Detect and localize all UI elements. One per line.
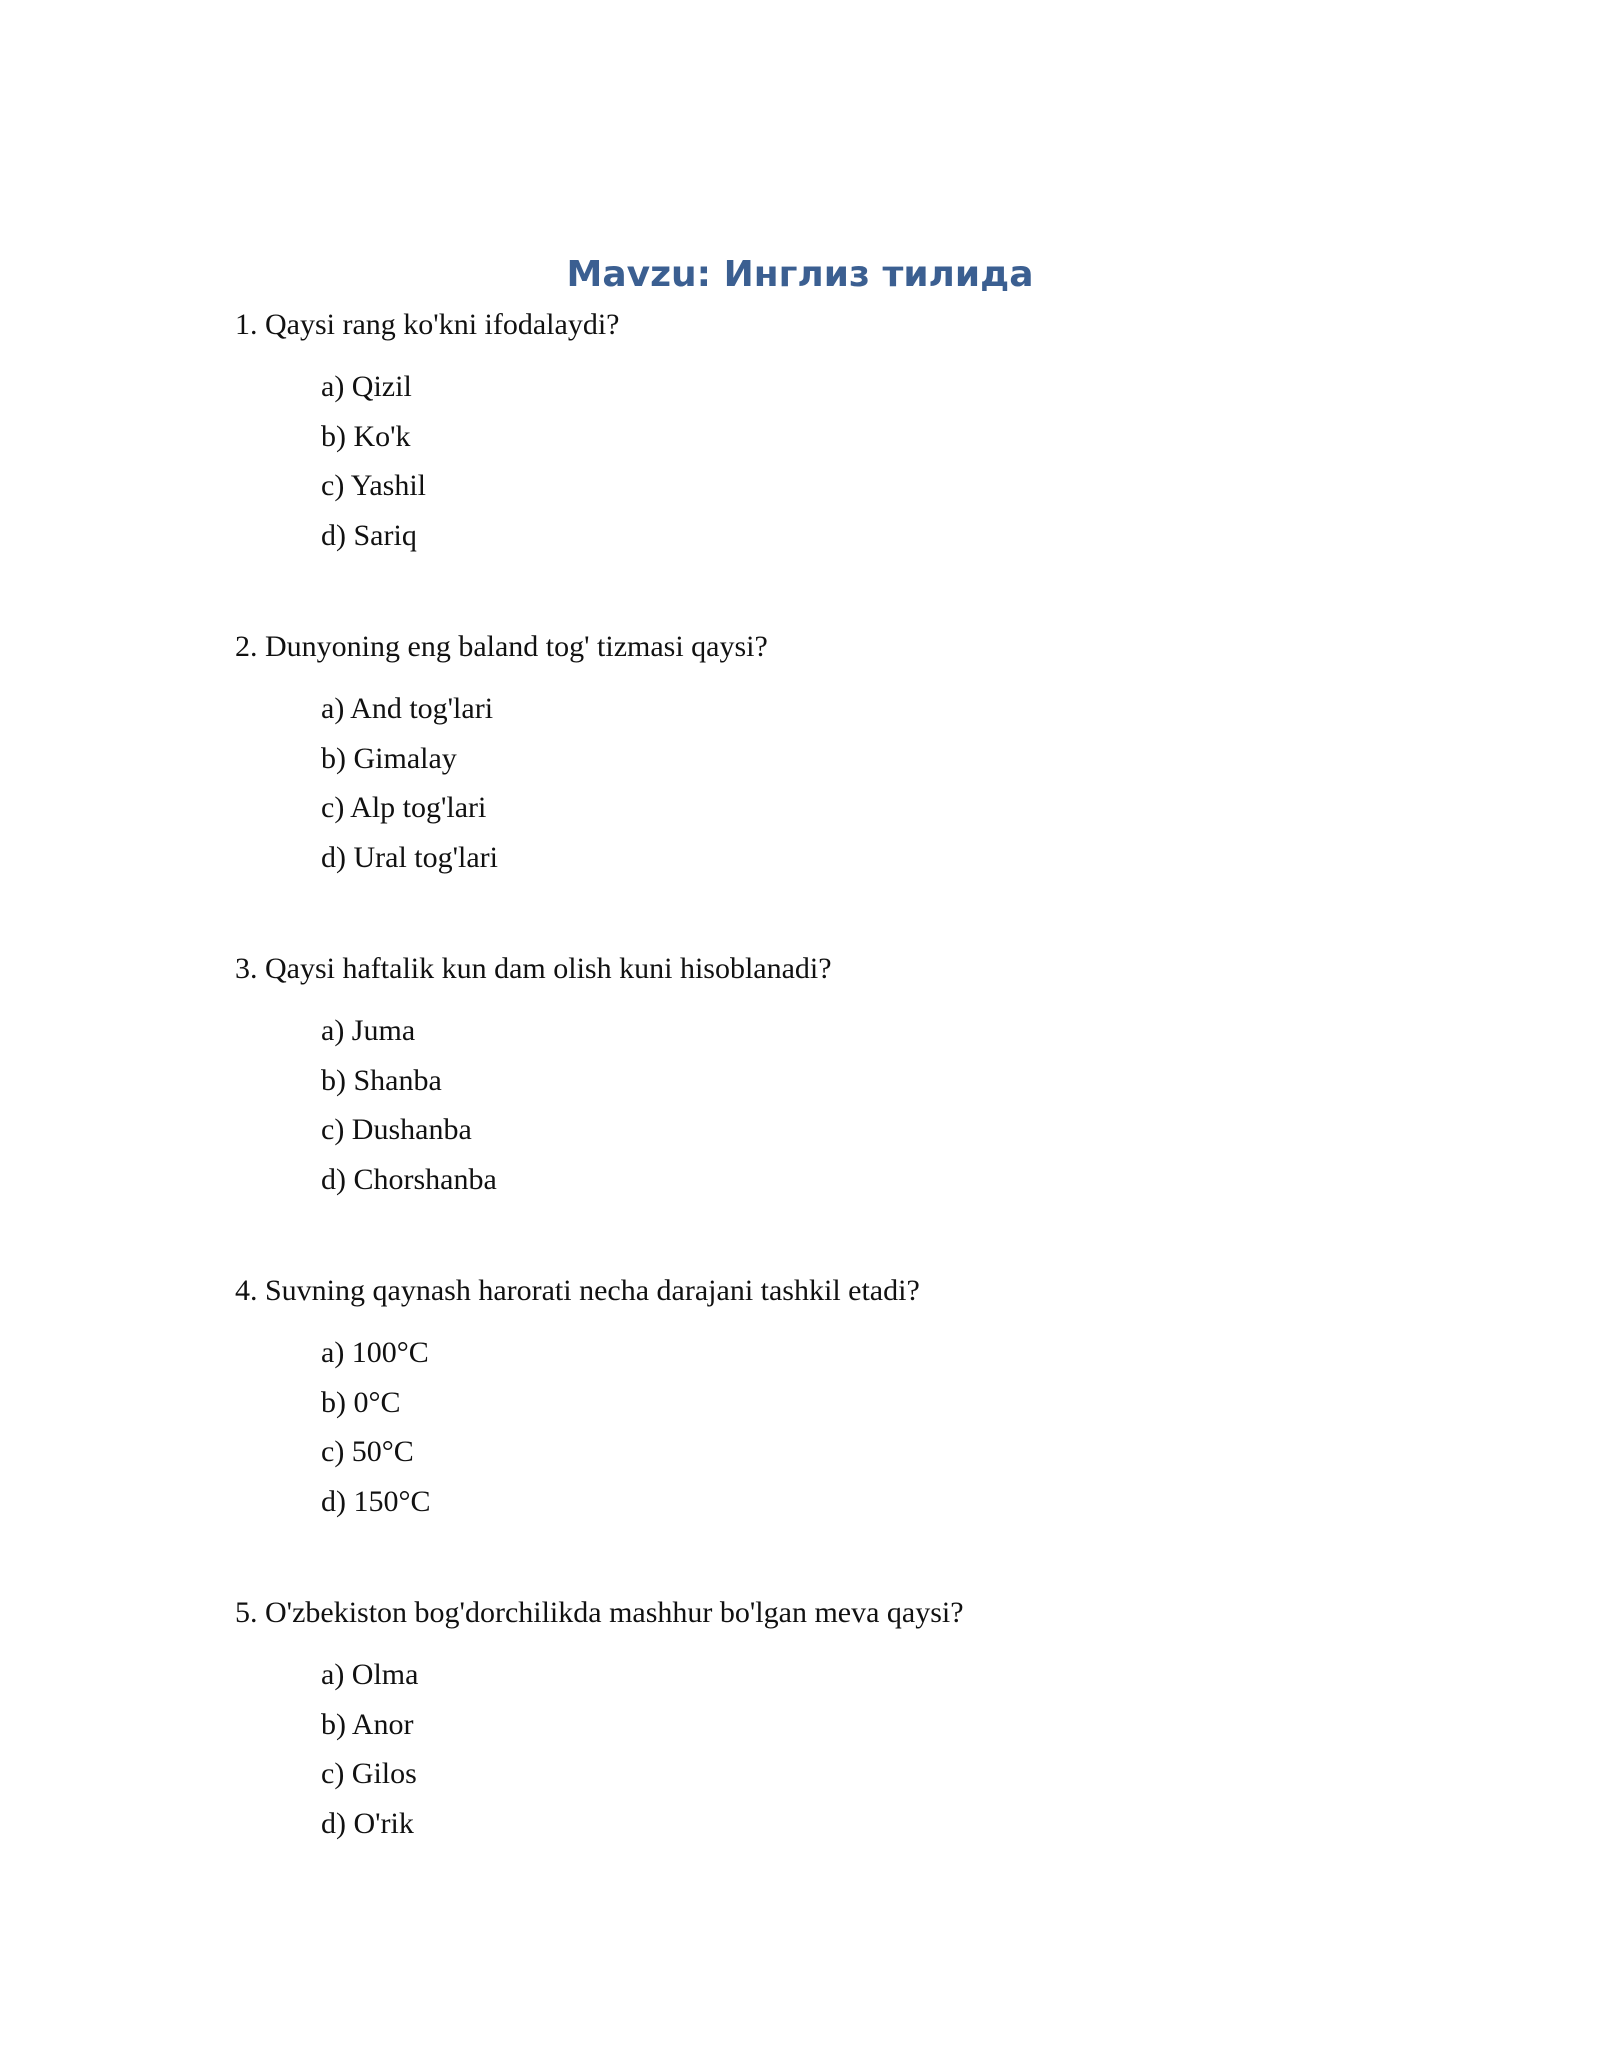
option-b: b) Ko'k	[321, 419, 411, 453]
option-d: d) O'rik	[321, 1806, 414, 1840]
option-list	[321, 1650, 1435, 1848]
question-5	[235, 1593, 1435, 1915]
option-d: d) Sariq	[321, 518, 417, 552]
page-title: Mavzu: Инглиз тилида	[566, 254, 1034, 295]
question-text: 1. Qaysi rang ko'kni ifodalaydi?	[235, 308, 620, 341]
option-d: d) Chorshanba	[321, 1162, 497, 1196]
option-d: d) Ural tog'lari	[321, 840, 499, 874]
question-1	[235, 305, 1435, 627]
question-text: 2. Dunyoning eng baland tog' tizmasi qaysi?	[235, 630, 768, 663]
option-a: a) 100°C	[321, 1336, 429, 1369]
option-list	[321, 362, 1435, 560]
option-list	[321, 684, 1435, 882]
option-b: b) 0°C	[321, 1385, 401, 1419]
option-c: c) Yashil	[321, 469, 427, 502]
option-c: c) Dushanba	[321, 1113, 472, 1146]
question-2	[235, 627, 1435, 949]
question-list	[235, 305, 1435, 1915]
option-c: c) Alp tog'lari	[321, 791, 487, 824]
option-b: b) Gimalay	[321, 741, 457, 775]
question-4	[235, 1271, 1435, 1593]
option-c: c) 50°C	[321, 1435, 414, 1468]
option-b: b) Anor	[321, 1707, 414, 1741]
option-a: a) Olma	[321, 1658, 419, 1691]
option-a: a) Juma	[321, 1014, 416, 1047]
option-a: a) Qizil	[321, 370, 412, 403]
option-d: d) 150°C	[321, 1484, 431, 1518]
option-c: c) Gilos	[321, 1757, 417, 1790]
option-a: a) And tog'lari	[321, 692, 494, 725]
option-b: b) Shanba	[321, 1063, 442, 1097]
option-list	[321, 1006, 1435, 1204]
option-list	[321, 1328, 1435, 1526]
question-text: 4. Suvning qaynash harorati necha darajani tashkil etadi?	[235, 1274, 920, 1307]
question-text: 5. O'zbekiston bog'dorchilikda mashhur bo'lgan meva qaysi?	[235, 1596, 964, 1629]
question-text: 3. Qaysi haftalik kun dam olish kuni hisoblanadi?	[235, 952, 832, 985]
question-3	[235, 949, 1435, 1271]
